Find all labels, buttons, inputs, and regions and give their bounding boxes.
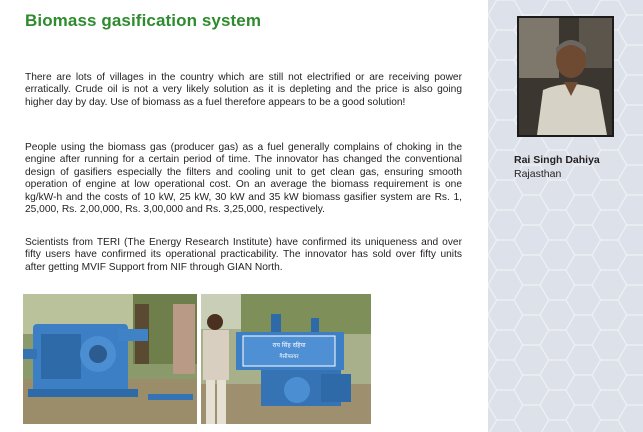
gasifier-photo-1 — [23, 294, 197, 424]
paragraph-validation: Scientists from TERI (The Energy Research Institute) have confirmed its uniqueness and over fifty users have confirmed its operational practicability. The innovator has sold over fifty units after getting MVIF Support from NIF through GIAN North. — [25, 237, 462, 273]
innovator-portrait — [517, 16, 614, 137]
paragraph-design: People using the biomass gas (producer gas) as a fuel generally complains of choking in the engine after running for a certain period of time. The innovator has changed the conventional design of gasifiers especially the filters and cooling unit to get clean gas, ensuring smooth operation of engine at low operational cost. On an average the biomass requirement is one kg/kW-h and the costs of 10 kW, 25 kW, 30 kW and 35 kW biomass gasifier system are Rs. 1, 25,000, Rs. 2,00,000, Rs. 3,00,000 and Rs. 3,25,000, respectively. — [25, 142, 462, 216]
innovator-location: Rajasthan — [514, 168, 562, 180]
svg-text:गैसीफायर: गैसीफायर — [279, 354, 299, 360]
paragraph-intro: There are lots of villages in the country which are still not electrified or are receiving power erratically. Crude oil is not a very likely solution as it is depleting and the price is also going higher day by day. Use of biomass as a fuel therefore appears to be a good solution! — [25, 72, 462, 108]
page-title: Biomass gasification system — [25, 11, 262, 30]
gasifier-photo-2 — [201, 294, 371, 424]
svg-text:राय सिंह दहिया: राय सिंह दहिया — [272, 342, 306, 349]
innovator-sidebar — [488, 0, 643, 432]
innovator-name: Rai Singh Dahiya — [514, 154, 600, 166]
